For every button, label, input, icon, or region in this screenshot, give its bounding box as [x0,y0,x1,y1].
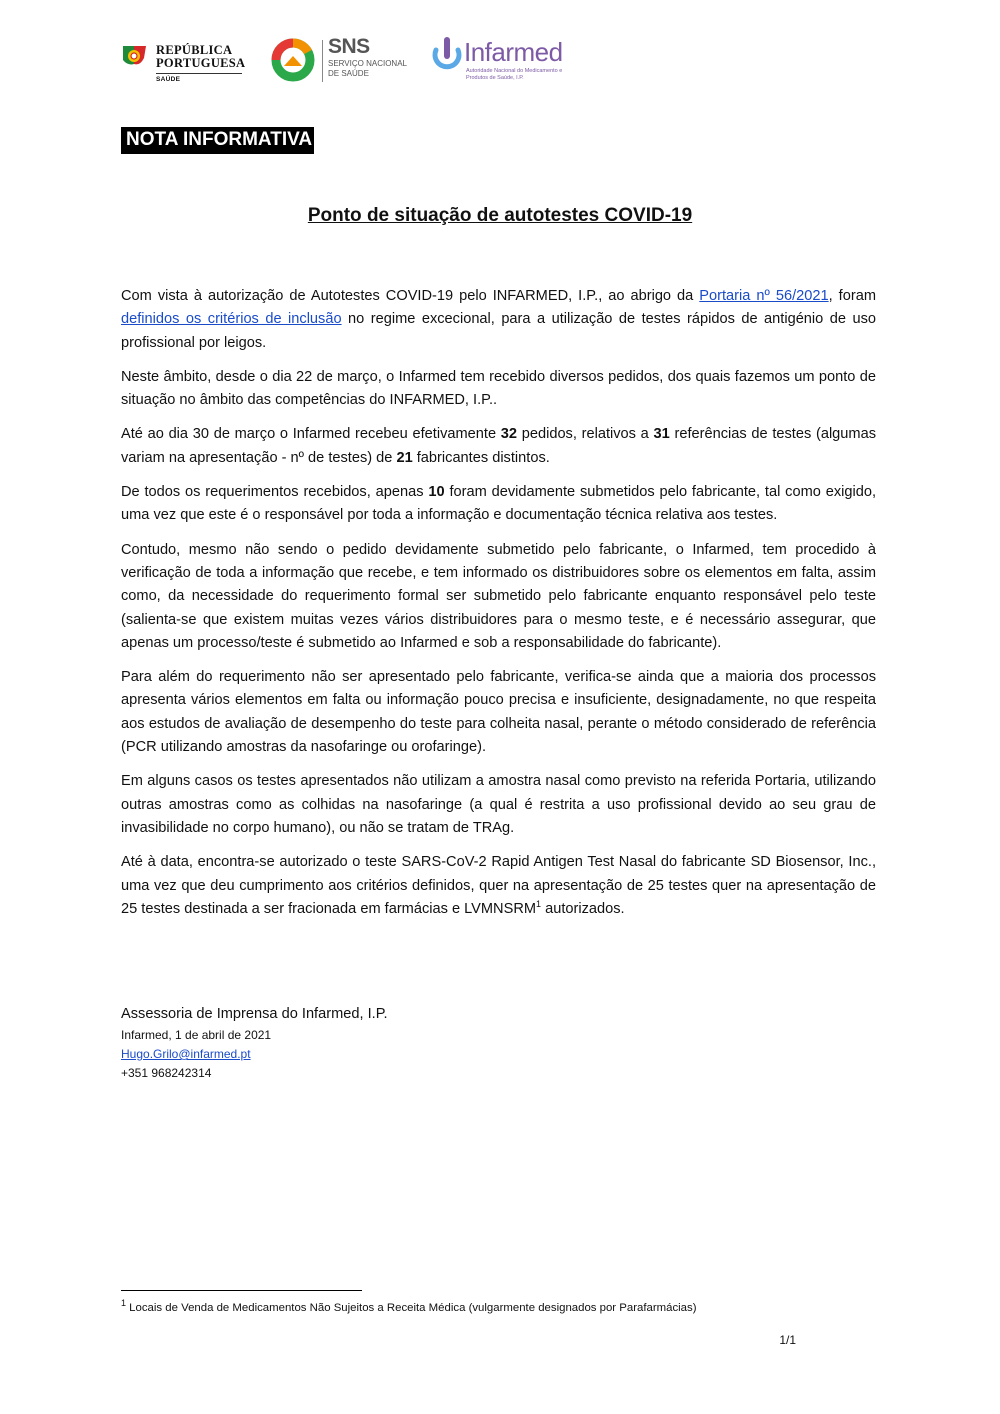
p3-count-fabricantes: 21 [396,449,413,466]
p3-text-b: pedidos, relativos a [517,426,654,443]
paragraph-4 [121,481,876,528]
paragraph-7: Em alguns casos os testes apresentados não utilizam a amostra nasal como previsto na referida Portaria, utilizando outras amostras como as colhidas na nasofaringe (a qual é restrita a uso profissional devido ao seu grau de invasibilidade no corpo humano), ou não se tratam de TRAg. [121,773,876,836]
paragraph-6: Para além do requerimento não ser apresentado pelo fabricante, verifica-se ainda que a maioria dos processos apresenta vários elementos em falta ou informação pouco precisa e insuficiente, designadamente, no que respeita aos estudos de avaliação de desempenho do teste para colheita nasal, perante o método considerado de referência (PCR utilizando amostras da nasofaringe ou orofaringe). [121,669,876,756]
phone-number: +351 968242314 [121,1066,212,1080]
document-title: Ponto de situação de autotestes COVID-19 [307,205,693,226]
paragraph-5: Contudo, mesmo não sendo o pedido devidamente submetido pelo fabricante, o Infarmed, tem procedido à verificação de toda a informação que recebe, e tem informado os distribuidores sobre os elementos em falta, assim como, da necessidade do requerimento formal ser submetido pelo fabricante enquanto responsável pelo teste (salienta-se que existem muitas vezes vários distribuidores para o mesmo teste, e é necessário assegurar, que apenas um processo/teste é submetido ao Infarmed e sob a responsabilidade do fabricante). [121,541,876,651]
sns-divider [322,40,323,82]
paragraph-3 [121,423,876,470]
footnote-reference: 1 [536,898,542,909]
signature: Assessoria de Imprensa do Infarmed, I.P. [121,1006,388,1022]
p3-count-pedidos: 32 [500,426,518,443]
page-number: 1/1 [779,1333,796,1347]
p4-text-b: foram devidamente submetidos pelo fabricante, tal como exigido, uma vez que este é o responsável por toda a informação e documentação técnica relativa aos testes. [121,484,877,524]
contact-block [121,1026,271,1083]
infarmed-symbol-icon [430,34,464,74]
p1-text-c: no regime excecional, para a utilização de testes rápidos de antigénio de uso profissional por leigos. [121,311,876,351]
p8-text-a: Até à data, encontra-se autorizado o teste SARS-CoV-2 Rapid Antigen Test Nasal do fabricante SD Biosensor, Inc., uma vez que deu cumprimento aos critérios definidos, quer na apresentação de 25 testes quer na apresentação de 25 testes destinada a ser fracionada em farmácias e LVMNSRM [121,854,876,917]
paragraph-2: Neste âmbito, desde o dia 22 de março, o Infarmed tem recebido diversos pedidos, dos quais fazemos um ponto de situação no âmbito das competências do INFARMED, I.P.. [121,368,876,409]
portaria-link[interactable]: Portaria nº 56/2021 [699,288,829,304]
p1-text-b: , foram [828,288,876,304]
p3-text-a: Até ao dia 30 de março o Infarmed recebeu efetivamente [121,426,501,443]
sns-acronym: SNS [328,35,370,58]
republica-line3: SAÚDE [156,76,181,83]
infarmed-name: Infarmed [464,37,563,67]
criterios-link[interactable]: definidos os critérios de inclusão [121,311,342,328]
date-line: Infarmed, 1 de abril de 2021 [121,1028,272,1042]
sns-logo [270,36,405,88]
infarmed-logo [430,34,580,94]
footnote [121,1300,697,1316]
header-logos [120,34,580,98]
paragraph-8 [121,851,876,921]
p3-count-referencias: 31 [653,426,670,443]
sns-name: SERVIÇO NACIONAL DE SAÚDE [328,59,407,78]
paragraph-1 [121,285,876,355]
republica-portuguesa-logo [120,38,245,88]
footnote-mark: 1 [121,1298,127,1309]
email-link[interactable]: Hugo.Grilo@infarmed.pt [121,1047,251,1061]
republica-emblem-icon [120,42,150,72]
infarmed-tagline: Autoridade Nacional do Medicamento e Produtos de Saúde, I.P. [466,68,563,81]
p3-text-c: referências de testes (algumas variam na apresentação - nº de testes) de [121,426,876,466]
p8-text-b: autorizados. [541,900,625,917]
republica-line1: REPÚBLICA [156,43,233,57]
republica-line2: PORTUGUESA [156,56,246,70]
footnote-text: Locais de Venda de Medicamentos Não Sujeitos a Receita Médica (vulgarmente designados por Parafarmácias) [126,1302,697,1314]
p3-text-d: fabricantes distintos. [412,449,550,466]
p1-text-a: Com vista à autorização de Autotestes COVID-19 pelo INFARMED, I.P., ao abrigo da [121,288,700,304]
p4-text-a: De todos os requerimentos recebidos, apenas [121,484,429,501]
document-body [121,285,876,932]
p4-count: 10 [428,484,445,501]
document-label: NOTA INFORMATIVA [121,127,314,154]
republica-divider [156,73,242,74]
footnote-divider [121,1290,362,1291]
sns-ring-icon [270,36,316,82]
